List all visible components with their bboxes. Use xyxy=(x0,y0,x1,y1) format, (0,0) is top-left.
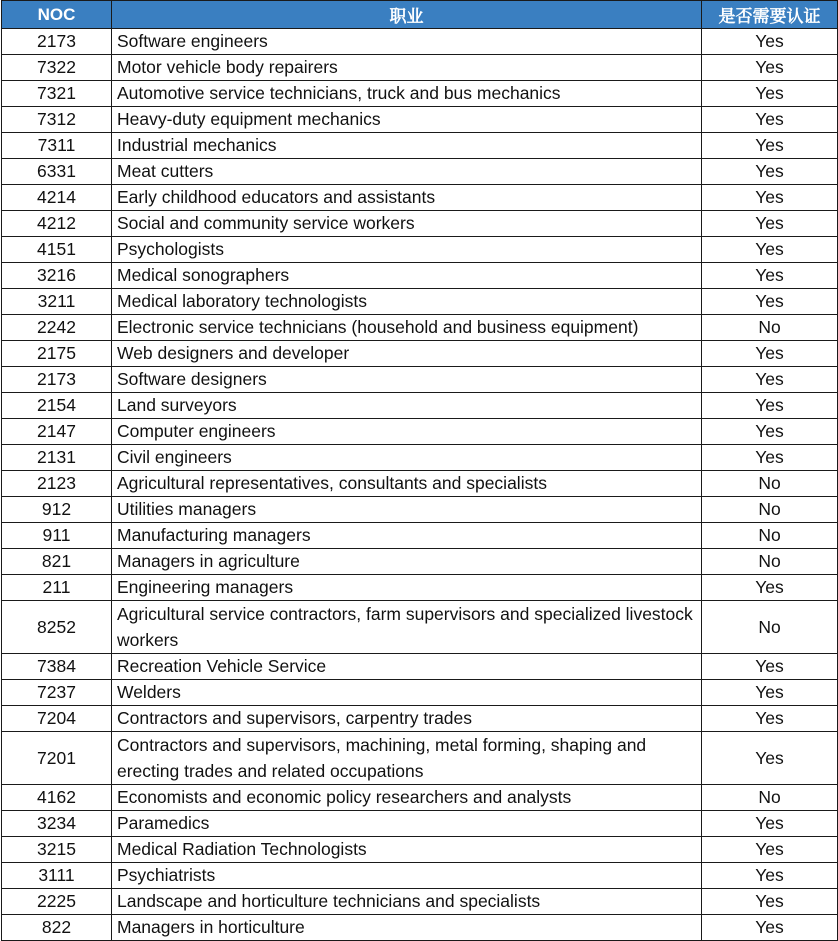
certification-cell: Yes xyxy=(702,654,838,680)
noc-cell: 4162 xyxy=(2,785,112,811)
occupation-table xyxy=(1,0,838,941)
noc-cell: 3215 xyxy=(2,837,112,863)
table-row xyxy=(2,185,838,211)
occupation-cell: Managers in agriculture xyxy=(112,549,702,575)
table-row xyxy=(2,915,838,941)
noc-cell: 2173 xyxy=(2,367,112,393)
certification-cell: No xyxy=(702,497,838,523)
table-row xyxy=(2,341,838,367)
certification-cell: Yes xyxy=(702,811,838,837)
occupation-cell: Welders xyxy=(112,680,702,706)
noc-cell: 4151 xyxy=(2,237,112,263)
table-row xyxy=(2,785,838,811)
occupation-cell: Recreation Vehicle Service xyxy=(112,654,702,680)
occupation-cell: Heavy-duty equipment mechanics xyxy=(112,107,702,133)
noc-cell: 2131 xyxy=(2,445,112,471)
occupation-cell: Economists and economic policy researchers and analysts xyxy=(112,785,702,811)
table-row xyxy=(2,367,838,393)
header-certification: 是否需要认证 xyxy=(702,1,838,29)
certification-cell: Yes xyxy=(702,915,838,941)
occupation-cell: Utilities managers xyxy=(112,497,702,523)
certification-cell: Yes xyxy=(702,393,838,419)
table-row xyxy=(2,211,838,237)
table-row xyxy=(2,889,838,915)
noc-cell: 7237 xyxy=(2,680,112,706)
noc-cell: 821 xyxy=(2,549,112,575)
occupation-cell: Land surveyors xyxy=(112,393,702,419)
occupation-cell: Medical sonographers xyxy=(112,263,702,289)
table-row xyxy=(2,445,838,471)
certification-cell: No xyxy=(702,601,838,654)
noc-cell: 2123 xyxy=(2,471,112,497)
noc-cell: 2147 xyxy=(2,419,112,445)
noc-cell: 911 xyxy=(2,523,112,549)
occupation-cell: Web designers and developer xyxy=(112,341,702,367)
occupation-cell: Automotive service technicians, truck and bus mechanics xyxy=(112,81,702,107)
certification-cell: Yes xyxy=(702,159,838,185)
occupation-cell: Medical Radiation Technologists xyxy=(112,837,702,863)
table-row xyxy=(2,107,838,133)
noc-cell: 2173 xyxy=(2,29,112,55)
table-row xyxy=(2,732,838,785)
certification-cell: Yes xyxy=(702,706,838,732)
occupation-cell: Landscape and horticulture technicians and specialists xyxy=(112,889,702,915)
certification-cell: Yes xyxy=(702,341,838,367)
certification-cell: Yes xyxy=(702,863,838,889)
noc-cell: 211 xyxy=(2,575,112,601)
table-row xyxy=(2,289,838,315)
table-row xyxy=(2,706,838,732)
occupation-cell: Medical laboratory technologists xyxy=(112,289,702,315)
occupation-cell: Psychologists xyxy=(112,237,702,263)
table-row xyxy=(2,575,838,601)
occupation-cell: Social and community service workers xyxy=(112,211,702,237)
occupation-cell: Software designers xyxy=(112,367,702,393)
certification-cell: Yes xyxy=(702,29,838,55)
table-row xyxy=(2,680,838,706)
noc-cell: 4214 xyxy=(2,185,112,211)
noc-cell: 8252 xyxy=(2,601,112,654)
certification-cell: Yes xyxy=(702,445,838,471)
certification-cell: Yes xyxy=(702,107,838,133)
certification-cell: Yes xyxy=(702,889,838,915)
table-row xyxy=(2,133,838,159)
table-body xyxy=(2,29,838,941)
occupation-cell: Electronic service technicians (household and business equipment) xyxy=(112,315,702,341)
table-row xyxy=(2,811,838,837)
certification-cell: No xyxy=(702,785,838,811)
occupation-cell: Managers in horticulture xyxy=(112,915,702,941)
noc-cell: 7311 xyxy=(2,133,112,159)
certification-cell: Yes xyxy=(702,237,838,263)
certification-cell: Yes xyxy=(702,367,838,393)
header-noc: NOC xyxy=(2,1,112,29)
certification-cell: Yes xyxy=(702,133,838,159)
occupation-cell: Motor vehicle body repairers xyxy=(112,55,702,81)
occupation-cell: Manufacturing managers xyxy=(112,523,702,549)
table-row xyxy=(2,837,838,863)
table-row xyxy=(2,419,838,445)
table-row xyxy=(2,863,838,889)
noc-cell: 2225 xyxy=(2,889,112,915)
noc-cell: 2175 xyxy=(2,341,112,367)
certification-cell: Yes xyxy=(702,732,838,785)
occupation-cell: Engineering managers xyxy=(112,575,702,601)
noc-cell: 822 xyxy=(2,915,112,941)
occupation-cell: Industrial mechanics xyxy=(112,133,702,159)
table-row xyxy=(2,81,838,107)
certification-cell: No xyxy=(702,471,838,497)
table-row xyxy=(2,393,838,419)
certification-cell: Yes xyxy=(702,419,838,445)
header-occupation: 职业 xyxy=(112,1,702,29)
certification-cell: No xyxy=(702,523,838,549)
noc-cell: 6331 xyxy=(2,159,112,185)
noc-cell: 7384 xyxy=(2,654,112,680)
table-row xyxy=(2,29,838,55)
certification-cell: Yes xyxy=(702,680,838,706)
occupation-cell: Contractors and supervisors, machining, metal forming, shaping and erecting trades and related occupations xyxy=(112,732,702,785)
table-row xyxy=(2,263,838,289)
table-row xyxy=(2,601,838,654)
occupation-cell: Meat cutters xyxy=(112,159,702,185)
occupation-cell: Software engineers xyxy=(112,29,702,55)
occupation-cell: Computer engineers xyxy=(112,419,702,445)
certification-cell: Yes xyxy=(702,575,838,601)
header-row xyxy=(2,1,838,29)
certification-cell: Yes xyxy=(702,55,838,81)
occupation-cell: Civil engineers xyxy=(112,445,702,471)
noc-cell: 7312 xyxy=(2,107,112,133)
table-row xyxy=(2,315,838,341)
occupation-cell: Paramedics xyxy=(112,811,702,837)
certification-cell: Yes xyxy=(702,837,838,863)
noc-cell: 3211 xyxy=(2,289,112,315)
noc-cell: 3111 xyxy=(2,863,112,889)
table-row xyxy=(2,159,838,185)
table-row xyxy=(2,497,838,523)
table-row xyxy=(2,654,838,680)
table-row xyxy=(2,55,838,81)
occupation-cell: Contractors and supervisors, carpentry trades xyxy=(112,706,702,732)
noc-cell: 7204 xyxy=(2,706,112,732)
table-row xyxy=(2,549,838,575)
certification-cell: Yes xyxy=(702,81,838,107)
certification-cell: Yes xyxy=(702,263,838,289)
certification-cell: Yes xyxy=(702,185,838,211)
occupation-cell: Agricultural service contractors, farm supervisors and specialized livestock workers xyxy=(112,601,702,654)
occupation-cell: Psychiatrists xyxy=(112,863,702,889)
table-row xyxy=(2,523,838,549)
noc-cell: 912 xyxy=(2,497,112,523)
occupation-cell: Early childhood educators and assistants xyxy=(112,185,702,211)
certification-cell: No xyxy=(702,549,838,575)
noc-cell: 7322 xyxy=(2,55,112,81)
noc-cell: 2154 xyxy=(2,393,112,419)
noc-cell: 4212 xyxy=(2,211,112,237)
certification-cell: Yes xyxy=(702,289,838,315)
noc-cell: 7201 xyxy=(2,732,112,785)
noc-cell: 2242 xyxy=(2,315,112,341)
noc-cell: 7321 xyxy=(2,81,112,107)
occupation-cell: Agricultural representatives, consultants and specialists xyxy=(112,471,702,497)
noc-cell: 3234 xyxy=(2,811,112,837)
certification-cell: No xyxy=(702,315,838,341)
noc-cell: 3216 xyxy=(2,263,112,289)
certification-cell: Yes xyxy=(702,211,838,237)
table-row xyxy=(2,237,838,263)
table-row xyxy=(2,471,838,497)
